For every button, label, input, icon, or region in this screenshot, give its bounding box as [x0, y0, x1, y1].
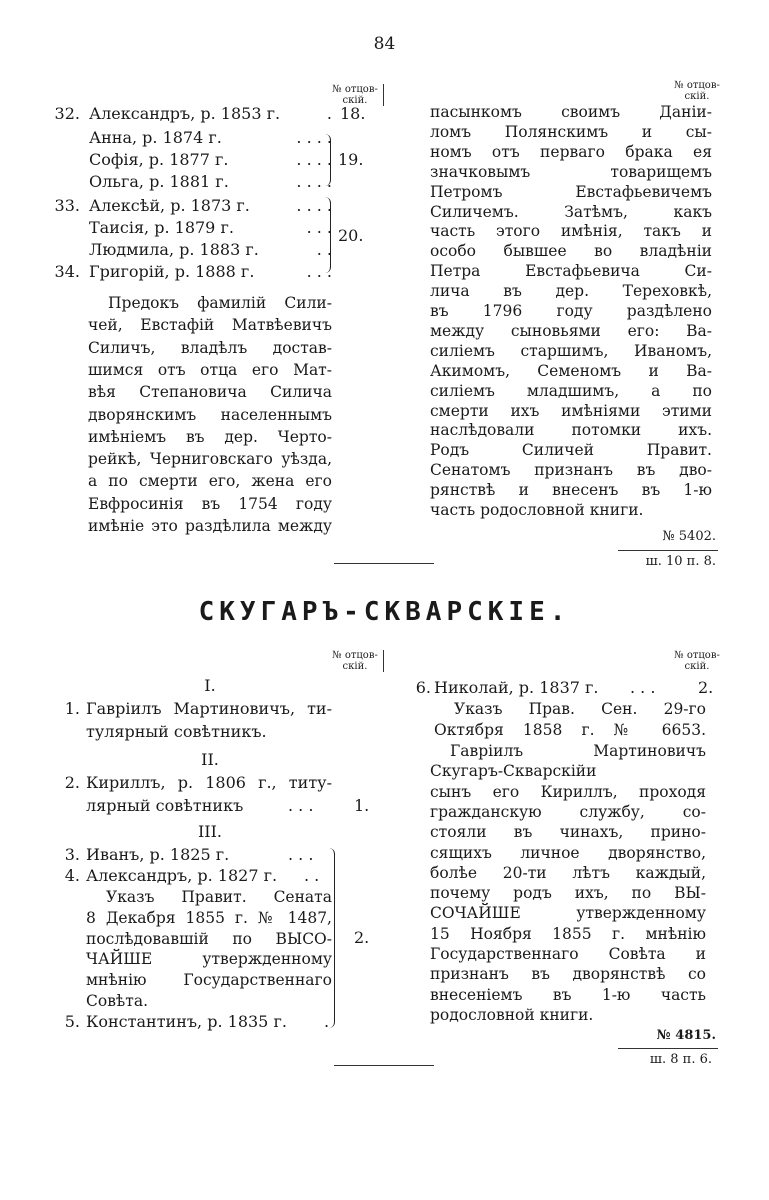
- leader-dots: .: [324, 1012, 330, 1031]
- entry-line: Анна, р. 1874 г.: [89, 128, 222, 147]
- text-line: шимся отъ отца его Мат-: [88, 360, 332, 379]
- entry-line: лярный совѣтникъ: [86, 796, 244, 815]
- text-line: особо бывшее во владѣніи: [430, 242, 712, 261]
- column-header-right: [664, 80, 730, 102]
- text-line: 15 Ноября 1855 г. мнѣнію: [430, 924, 706, 943]
- text-line: Октября 1858 г. № 6653.: [434, 720, 706, 739]
- leader-dots: . . .: [306, 262, 332, 281]
- column-header-line-2: скій.: [342, 661, 368, 672]
- column-header-line-1: № отцов-: [332, 650, 378, 661]
- entry-line: Алексѣй, р. 1873 г.: [89, 196, 250, 215]
- text-line: Указъ Правит. Сената: [106, 888, 332, 906]
- column-header-line-2: скій.: [684, 91, 710, 102]
- record-number-2: № 4815.: [656, 1028, 716, 1043]
- reference-number: 1.: [354, 796, 370, 815]
- text-line: Петромъ Евстафьевичемъ: [430, 182, 712, 201]
- entry-line: Иванъ, р. 1825 г.: [86, 845, 230, 864]
- column-header-line-1: № отцов-: [674, 80, 720, 91]
- column-header-divider-2: [383, 650, 384, 672]
- generation-heading-1: I.: [204, 676, 216, 695]
- text-line: часть родословной книги.: [430, 501, 644, 519]
- text-line: смерти ихъ имѣніями этими: [430, 401, 712, 420]
- generation-heading-3: III.: [197, 822, 223, 841]
- entry-number: 1.: [64, 699, 80, 718]
- leader-dots: . . .: [306, 218, 332, 237]
- text-line: Сенатомъ признанъ въ дво-: [430, 461, 712, 480]
- archive-reference: ш. 10 п. 8.: [645, 554, 716, 569]
- archive-reference-2: ш. 8 п. 6.: [649, 1052, 712, 1067]
- entry-number: 33.: [54, 196, 80, 215]
- text-line: между сыновьями его: Ва-: [430, 321, 712, 340]
- section-divider-top: [334, 563, 434, 564]
- entry-line: Людмила, р. 1883 г.: [89, 240, 259, 259]
- text-line: вѣя Степановича Силича: [88, 383, 332, 402]
- reference-number: 2.: [354, 928, 370, 947]
- text-line: 8 Декабря 1855 г. № 1487,: [86, 908, 332, 927]
- text-line: рянствѣ и внесенъ въ 1-ю: [430, 481, 712, 500]
- column-header-line-1: № отцов-: [674, 650, 720, 661]
- text-line: СОЧАЙШЕ утвержденному: [430, 904, 706, 923]
- leader-dots: . . . .: [296, 172, 332, 191]
- text-line: внесеніемъ въ 1-ю часть: [430, 985, 706, 1004]
- entry-line: Софія, р. 1877 г.: [89, 150, 229, 169]
- entry-line: Ольга, р. 1881 г.: [89, 172, 229, 191]
- text-line: Гавріилъ Мартиновичъ: [450, 742, 706, 760]
- leader-dots: . . .: [288, 796, 314, 815]
- entry-number: 4.: [64, 866, 80, 885]
- leader-dots: . . .: [288, 845, 314, 864]
- text-line: родословной книги.: [430, 1005, 594, 1024]
- text-line: почему родъ ихъ, по ВЫ-: [430, 884, 706, 903]
- column-header-line-1: № отцов-: [332, 84, 378, 95]
- text-line: лича въ дер. Тереховкѣ,: [430, 282, 712, 301]
- entry-number: 32.: [54, 104, 80, 123]
- reference-number: 19.: [338, 150, 364, 169]
- text-line: Родъ Силичей Правит.: [430, 441, 712, 460]
- text-line: ЧАЙШЕ утвержденному: [86, 950, 332, 969]
- entry-line: Таисія, р. 1879 г.: [89, 218, 234, 237]
- text-line: часть этого имѣнія, такъ и: [430, 222, 712, 241]
- column-header-right-2: [664, 650, 730, 672]
- entry-number: 34.: [54, 262, 80, 281]
- leader-dots: . . . .: [296, 196, 332, 215]
- text-line: Петра Евстафьевича Си-: [430, 262, 712, 281]
- column-header-line-2: скій.: [342, 95, 368, 106]
- entry-line: Николай, р. 1837 г.: [434, 678, 599, 697]
- generation-heading-2: II.: [201, 750, 219, 769]
- text-line: послѣдовавшій по ВЫСО-: [86, 929, 332, 948]
- reference-number: 20.: [338, 226, 364, 245]
- column-header-divider: [383, 84, 384, 106]
- leader-dots: . . .: [630, 678, 656, 697]
- column-header-left-2: [322, 650, 388, 672]
- column-header-left: [322, 84, 388, 106]
- record-number: № 5402.: [662, 529, 716, 544]
- entry-line: Кириллъ, р. 1806 г., титу-: [86, 773, 332, 792]
- entry-number: 6.: [415, 678, 431, 697]
- text-line: Евфросинія въ 1754 году: [88, 494, 332, 513]
- bracket-group-19: [322, 134, 331, 186]
- reference-number: 2.: [698, 678, 714, 697]
- text-line: мнѣнію Государственнаго: [86, 971, 332, 990]
- entry-line: Александръ, р. 1827 г.: [86, 866, 278, 885]
- entry-line: Александръ, р. 1853 г.: [89, 104, 281, 123]
- text-line: дворянскимъ населеннымъ: [88, 405, 332, 424]
- text-line: Предокъ фамилій Сили-: [108, 294, 332, 312]
- text-line: Силичемъ. Затѣмъ, какъ: [430, 202, 712, 221]
- text-line: гражданскую службу, со-: [430, 802, 706, 821]
- record-rule-2: [618, 1048, 718, 1049]
- text-line: Скугаръ-Скварскійи: [430, 762, 597, 781]
- entry-line: Гавріилъ Мартиновичъ, ти-: [86, 699, 332, 718]
- leader-dots: . .: [304, 866, 320, 885]
- entry-line: Константинъ, р. 1835 г.: [86, 1012, 287, 1031]
- record-rule: [618, 550, 718, 551]
- page-number: 84: [373, 34, 396, 54]
- bracket-group-2: [328, 848, 335, 1028]
- text-line: сынъ его Кириллъ, проходя: [430, 782, 706, 801]
- text-line: имѣніе это раздѣлила между: [88, 517, 332, 535]
- entry-line: Григорій, р. 1888 г.: [89, 262, 255, 281]
- text-line: Указъ Прав. Сен. 29-го: [454, 700, 706, 718]
- text-line: Акимомъ, Семеномъ и Ва-: [430, 361, 712, 380]
- entry-number: 5.: [64, 1012, 80, 1031]
- entry-number: 3.: [64, 845, 80, 864]
- leader-dots: . . . .: [296, 128, 332, 147]
- leader-dots: . .: [316, 240, 332, 259]
- text-line: пасынкомъ своимъ Даніи-: [430, 103, 712, 121]
- entry-line: тулярный совѣтникъ.: [86, 722, 267, 741]
- text-line: номъ отъ перваго брака ея: [430, 142, 712, 161]
- text-line: болѣе 20-ти лѣтъ каждый,: [430, 863, 706, 882]
- text-line: рейкѣ, Черниговскаго уѣзда,: [88, 450, 332, 469]
- text-line: сящихъ личное дворянство,: [430, 843, 706, 862]
- entry-number: 2.: [64, 773, 80, 792]
- text-line: Совѣта.: [86, 992, 149, 1010]
- text-line: а по смерти его, жена его: [88, 472, 332, 491]
- text-line: стояли въ чинахъ, прино-: [430, 823, 706, 842]
- leader-dots: .: [326, 104, 332, 123]
- column-header-line-2: скій.: [684, 661, 710, 672]
- text-line: Государственнаго Совѣта и: [430, 945, 706, 963]
- section-divider-bottom: [334, 1065, 434, 1066]
- text-line: силіемъ старшимъ, Иваномъ,: [430, 341, 712, 360]
- text-line: ломъ Полянскимъ и сы-: [430, 122, 712, 141]
- text-line: силіемъ младшимъ, а по: [430, 381, 712, 400]
- text-line: въ 1796 году раздѣлено: [430, 302, 712, 320]
- text-line: чей, Евстафій Матвѣевичъ: [88, 316, 332, 335]
- section-title: СКУГАРЪ-СКВАРСКІЕ.: [198, 597, 571, 627]
- text-line: наслѣдовали потомки ихъ.: [430, 421, 712, 440]
- leader-dots: . . . .: [296, 150, 332, 169]
- text-line: имѣніемъ въ дер. Черто-: [88, 427, 332, 446]
- bracket-group-20: [322, 197, 331, 273]
- reference-number: 18.: [340, 104, 366, 123]
- text-line: признанъ въ дворянствѣ со: [430, 965, 706, 984]
- text-line: значковымъ товарищемъ: [430, 162, 712, 181]
- text-line: Силичъ, владѣлъ достав-: [88, 338, 332, 357]
